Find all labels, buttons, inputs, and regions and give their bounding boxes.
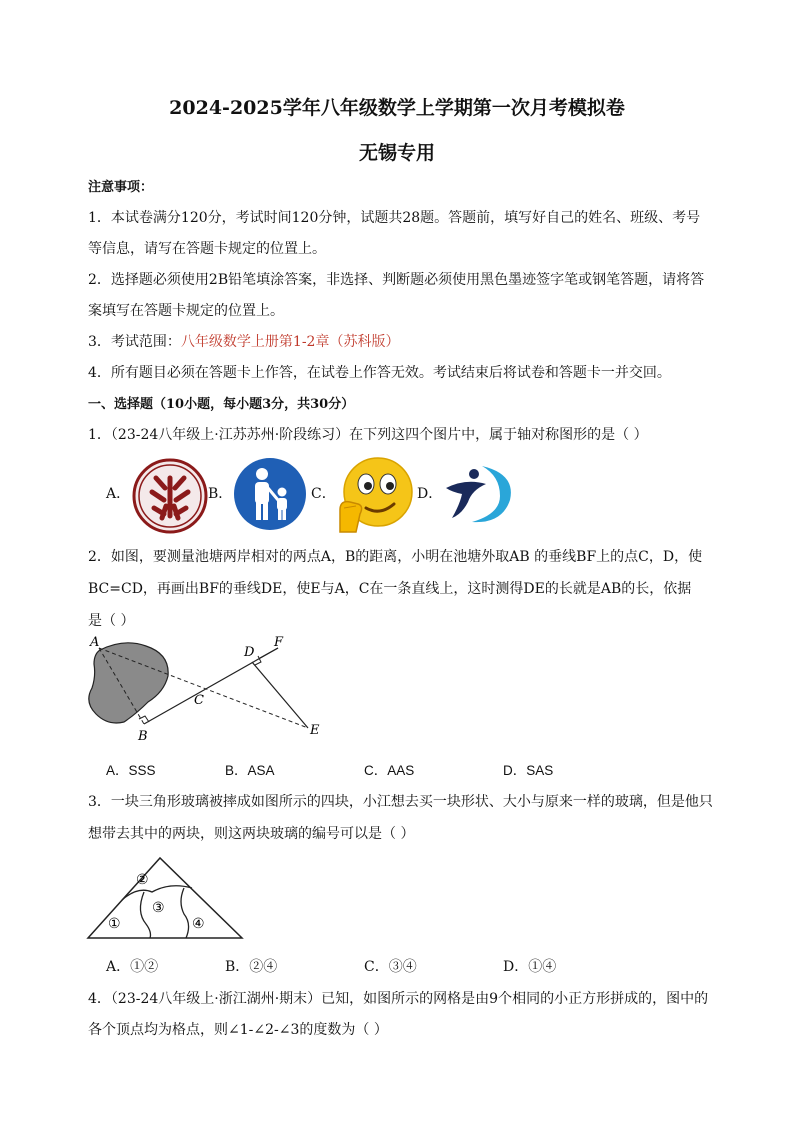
q3-broken-triangle [84, 852, 248, 944]
point-c-label: C [194, 693, 204, 708]
q3-line-1: 3．一块三角形玻璃被摔成如图所示的四块，小江想去买一块形状、大小与原来一样的玻璃，但是他只 [88, 794, 713, 810]
piece-1-label: ① [108, 916, 121, 932]
page-title: 2024-2025学年八年级数学上学期第一次月考模拟卷 [169, 97, 625, 119]
note-line-4: 案填写在答题卡规定的位置上。 [88, 303, 284, 319]
q1-text: 1．（23-24八年级上·江苏苏州·阶段练习）在下列这四个图片中，属于轴对称图形的是（ ） [88, 427, 648, 443]
q1-option-d-logo [438, 460, 518, 528]
q2-option-d: D．SAS [503, 763, 554, 778]
q1-label-b: B． [208, 486, 233, 502]
note-line-5 [88, 331, 712, 351]
note-3-prefix: 3．考试范围： [88, 334, 181, 350]
q2-line-2: BC=CD，再画出BF的垂线DE，使E与A，C在一条直线上，这时测得DE的长就是AB的长，依据 [88, 581, 692, 597]
point-e-label: E [310, 723, 320, 738]
point-d-label: D [244, 645, 255, 660]
q3-option-c: C．③④ [364, 959, 417, 975]
point-b-label: B [138, 729, 148, 744]
q1-label-a: A． [106, 486, 131, 502]
q2-pond-diagram [84, 628, 324, 748]
page-subtitle: 无锡专用 [358, 142, 435, 164]
q1-label-d: D． [417, 486, 443, 502]
q4-line-1: 4．（23-24八年级上·浙江湖州·期末）已知，如图所示的网格是由9个相同的小正方形拼成的，图中的 [88, 991, 709, 1007]
q2-option-a: A．SSS [106, 763, 156, 778]
q3-option-a: A．①② [106, 959, 159, 975]
q3-option-d: D．①④ [503, 959, 557, 975]
q3-line-2: 想带去其中的两块，则这两块玻璃的编号可以是（ ） [88, 826, 415, 842]
q1-option-b-sign [230, 454, 310, 534]
q1-option-a-logo [132, 458, 208, 534]
piece-3-label: ③ [152, 900, 165, 916]
q3-option-b: B．②④ [225, 959, 278, 975]
q2-option-c: C．AAS [364, 763, 415, 778]
q1-option-c-emoji [330, 454, 420, 534]
q1-label-c: C． [311, 486, 336, 502]
q2-line-1: 2．如图，要测量池塘两岸相对的两点A，B的距离，小明在池塘外取AB 的垂线BF上的点C，D，使 [88, 549, 703, 565]
point-f-label: F [274, 635, 284, 650]
notes-heading: 注意事项： [88, 180, 154, 195]
note-line-3: 2．选择题必须使用2B铅笔填涂答案，非选择、判断题必须使用黑色墨迹签字笔或钢笔答题，请将答 [88, 272, 705, 288]
note-line-6: 4．所有题目必须在答题卡上作答，在试卷上作答无效。考试结束后将试卷和答题卡一并交回。 [88, 365, 671, 381]
q2-line-3: 是（ ） [88, 613, 135, 629]
piece-4-label: ④ [192, 916, 205, 932]
section-1-heading: 一、选择题（10小题，每小题3分，共30分） [88, 397, 355, 412]
note-line-2: 等信息，请写在答题卡规定的位置上。 [88, 241, 326, 257]
exam-range: 八年级数学上册第1-2章（苏科版） [180, 334, 400, 350]
q4-line-2: 各个顶点均为格点，则∠1-∠2-∠3的度数为（ ） [88, 1022, 388, 1038]
note-line-1: 1．本试卷满分120分，考试时间120分钟，试题共28题。答题前，填写好自己的姓名、班级、考号 [88, 210, 701, 226]
piece-2-label: ② [136, 872, 149, 888]
q2-option-b: B．ASA [225, 763, 275, 778]
point-a-label: A [90, 635, 100, 650]
